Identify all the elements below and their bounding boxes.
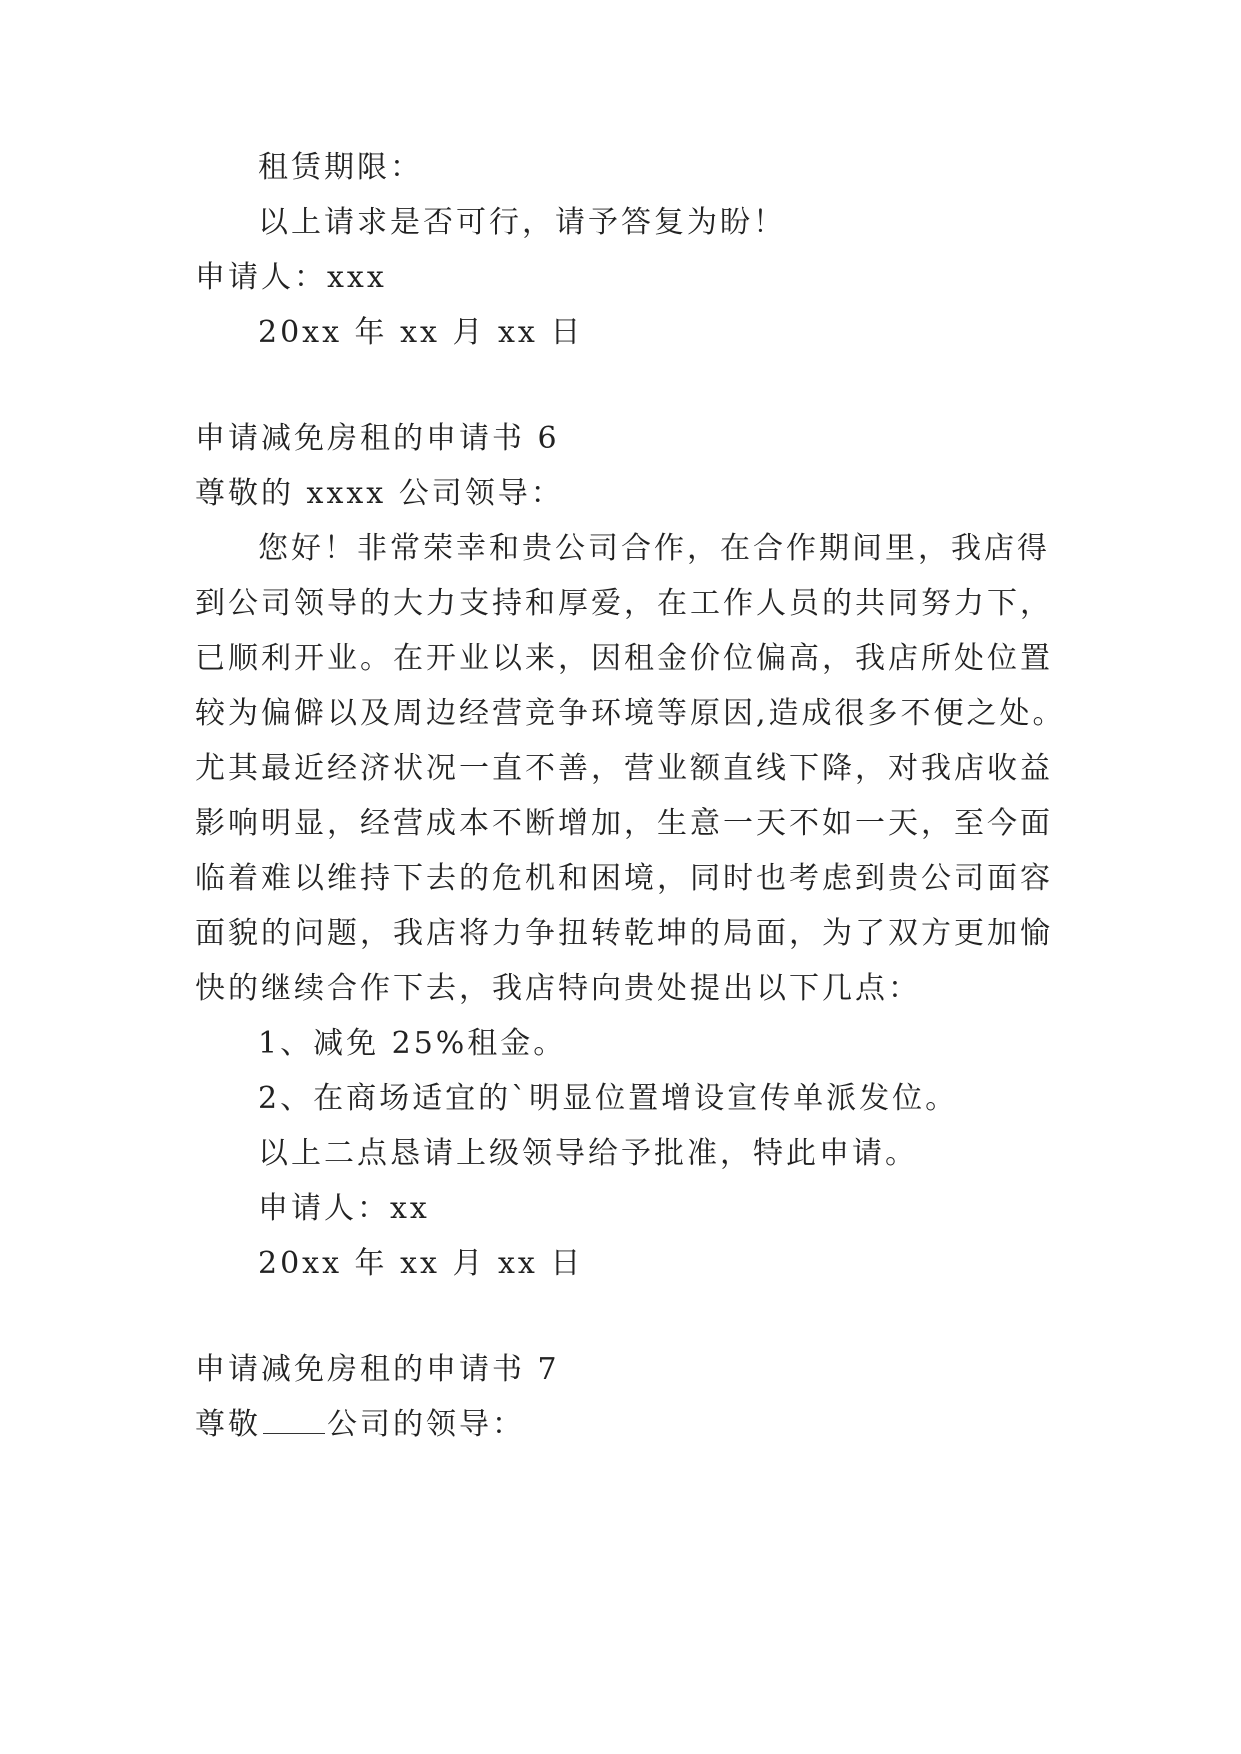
body-line: 临着难以维持下去的危机和困境，同时也考虑到贵公司面容 bbox=[195, 861, 1053, 896]
body-line: 较为偏僻以及周边经营竞争环境等原因,造成很多不便之处。 bbox=[195, 696, 1066, 731]
body-line: 您好！非常荣幸和贵公司合作，在合作期间里，我店得 bbox=[258, 531, 1050, 566]
date-line: 20xx 年 xx 月 xx 日 bbox=[258, 315, 584, 350]
body-line: 到公司领导的大力支持和厚爱，在工作人员的共同努力下， bbox=[195, 586, 1053, 621]
date-line: 20xx 年 xx 月 xx 日 bbox=[258, 1246, 584, 1281]
body-line: 快的继续合作下去，我店特向贵处提出以下几点： bbox=[195, 971, 921, 1006]
salutation-prefix: 尊敬 bbox=[195, 1407, 261, 1442]
applicant-line: 申请人：xxx bbox=[195, 260, 387, 295]
body-line: 面貌的问题，我店将力争扭转乾坤的局面，为了双方更加愉 bbox=[195, 916, 1053, 951]
request-reply-line: 以上请求是否可行，请予答复为盼！ bbox=[258, 205, 786, 240]
fill-in-blank bbox=[263, 1409, 325, 1434]
section-title: 申请减免房租的申请书 6 bbox=[195, 421, 560, 456]
lease-term-label: 租赁期限： bbox=[258, 150, 423, 185]
section-title: 申请减免房租的申请书 7 bbox=[195, 1352, 560, 1387]
list-item-2: 2、在商场适宜的`明显位置增设宣传单派发位。 bbox=[258, 1081, 959, 1116]
body-line: 尤其最近经济状况一直不善，营业额直线下降，对我店收益 bbox=[195, 751, 1053, 786]
body-line: 影响明显，经营成本不断增加，生意一天不如一天，至今面 bbox=[195, 806, 1053, 841]
salutation-suffix: 公司的领导： bbox=[327, 1407, 525, 1442]
salutation-line bbox=[195, 1405, 525, 1445]
closing-line: 以上二点恳请上级领导给予批准，特此申请。 bbox=[258, 1136, 918, 1171]
body-line: 已顺利开业。在开业以来，因租金价位偏高，我店所处位置 bbox=[195, 641, 1053, 676]
salutation-line: 尊敬的 xxxx 公司领导： bbox=[195, 476, 564, 511]
list-item-1: 1、减免 25%租金。 bbox=[258, 1026, 567, 1061]
applicant-line: 申请人：xx bbox=[258, 1191, 430, 1226]
